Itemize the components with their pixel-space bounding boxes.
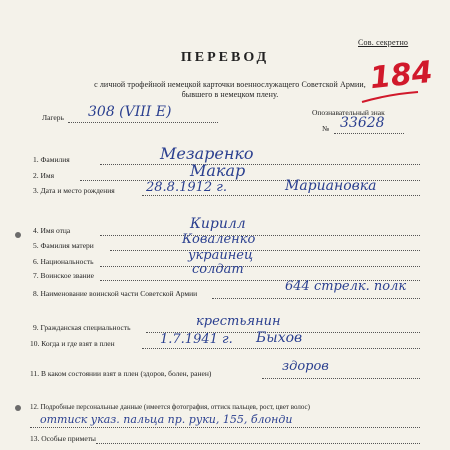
camp-label: Лагерь [42, 113, 64, 122]
field-11-value: здоров [282, 359, 329, 374]
field-13-label: 13. Особые приметы [30, 434, 96, 443]
field-2-value: Макар [190, 161, 246, 180]
field-3-value-place: Мариановка [285, 178, 377, 194]
camp-value: 308 (VIII E) [88, 104, 172, 120]
field-6-label: 6. Национальность [33, 257, 94, 266]
punch-hole-top [15, 232, 21, 238]
field-10-label: 10. Когда и где взят в плен [30, 339, 115, 348]
field-5-value: Коваленко [182, 232, 256, 247]
red-underline-mark [360, 90, 420, 106]
field-3-line [142, 195, 420, 196]
field-10-value: 1.7.1941 г. [160, 332, 233, 347]
field-4-value: Кирилл [190, 216, 246, 232]
field-9-value: крестьянин [196, 314, 281, 329]
field-1-value: Мезаренко [160, 144, 254, 163]
field-1-label: 1. Фамилия [33, 155, 70, 164]
field-7-value: солдат [192, 262, 244, 277]
field-10-value-place: Быхов [256, 330, 303, 346]
field-12-label: 12. Подробные персональные данные (имеется фотография, оттиск пальцев, рост, цвет волос) [30, 403, 310, 411]
field-8-value: 644 стрелк. полк [285, 279, 407, 294]
camp-line [68, 122, 218, 123]
field-8-label: 8. Наименование воинской части Советской Армии [33, 289, 198, 298]
subtitle-line-2: бывшего в немецком плену. [181, 90, 279, 99]
tag-number-prefix: № [322, 124, 330, 133]
tag-value: 33628 [340, 115, 385, 131]
field-10-line [142, 348, 420, 349]
field-11-label: 11. В каком состоянии взят в плен (здоров, болен, ранен) [30, 369, 212, 378]
red-handwritten-mark: 184 [368, 54, 435, 97]
field-3-value: 28.8.1912 г. [146, 180, 227, 195]
field-5-line [110, 250, 420, 251]
field-1-line [100, 164, 420, 165]
field-4-line [100, 235, 420, 236]
field-3-label: 3. Дата и место рождения [33, 186, 115, 195]
tag-label: Опознавательный знак [312, 108, 385, 117]
field-7-label: 7. Воинское звание [33, 271, 95, 280]
field-6-value: украинец [188, 248, 254, 263]
tag-line [334, 133, 404, 134]
field-12-value: оттиск указ. пальца пр. руки, 155, блонди [40, 413, 293, 426]
field-4-label: 4. Имя отца [33, 226, 71, 235]
punch-hole-bottom [15, 405, 21, 411]
field-9-label: 9. Гражданская специальность [33, 323, 131, 332]
field-13-line [96, 443, 420, 444]
document-title: ПЕРЕВОД [180, 50, 270, 65]
field-12-line [30, 427, 420, 428]
field-2-label: 2. Имя [33, 171, 55, 180]
secret-stamp: Сов. секретно [358, 38, 409, 47]
field-11-line [262, 378, 420, 379]
subtitle-line-1: с личной трофейной немецкой карточки военнослужащего Советской Армии, [94, 80, 366, 89]
field-5-label: 5. Фамилия матери [33, 241, 94, 250]
field-8-line [212, 298, 420, 299]
field-6-line [100, 266, 420, 267]
